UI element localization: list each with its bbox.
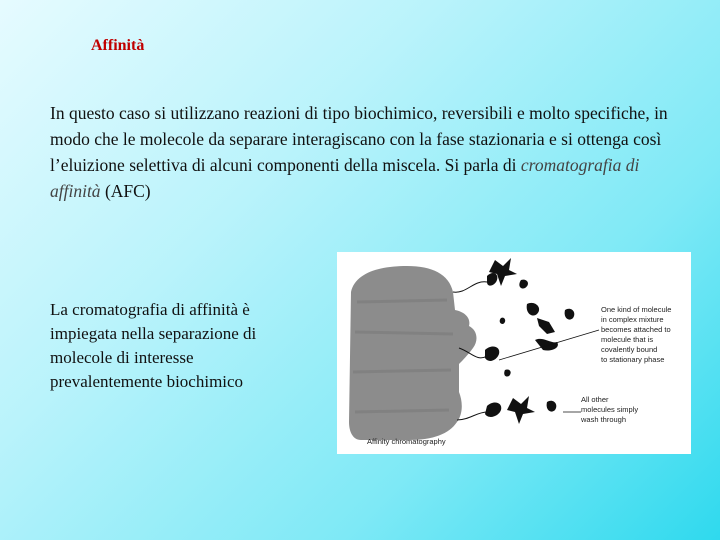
- svg-text:in complex mixture: in complex mixture: [601, 315, 664, 324]
- svg-text:molecule that is: molecule that is: [601, 335, 654, 344]
- svg-text:All other: All other: [581, 395, 609, 404]
- paragraph-text-start: In questo caso si utilizzano reazioni di tipo biochimico, reversibili e molto specifiche, in modo che le molecole da separare interagiscano con la fase stazionaria e si ottenga così l’eluizione selettiva di alcuni componenti della miscela. Si parla di: [50, 103, 668, 175]
- svg-text:to stationary phase: to stationary phase: [601, 355, 665, 364]
- side-paragraph: La cromatografia di affinità è impiegata nella separazione di molecole di interesse prevalentemente biochimico: [50, 300, 257, 391]
- affinity-chromatography-figure: [337, 252, 691, 454]
- bound-molecule-middle: [485, 347, 499, 361]
- label-bound-molecule: [601, 305, 671, 364]
- svg-text:becomes attached to: becomes attached to: [601, 325, 671, 334]
- svg-text:molecules simply: molecules simply: [581, 405, 639, 414]
- slide-title: Affinità: [91, 37, 145, 54]
- bound-molecule-top: [487, 273, 497, 286]
- paragraph-emphasis: cromatografia di affinità: [50, 155, 640, 201]
- affinity-diagram: [337, 252, 691, 454]
- label-unbound-molecules: [580, 395, 638, 424]
- figure-caption: Affinity chromatography: [367, 437, 446, 446]
- intro-paragraph: [50, 100, 670, 204]
- paragraph-text-end: (AFC): [100, 181, 151, 201]
- svg-text:covalently bound: covalently bound: [601, 345, 658, 354]
- svg-text:One kind of molecule: One kind of molecule: [601, 305, 672, 314]
- bound-molecule-bottom: [485, 403, 501, 417]
- svg-text:wash through: wash through: [581, 415, 627, 424]
